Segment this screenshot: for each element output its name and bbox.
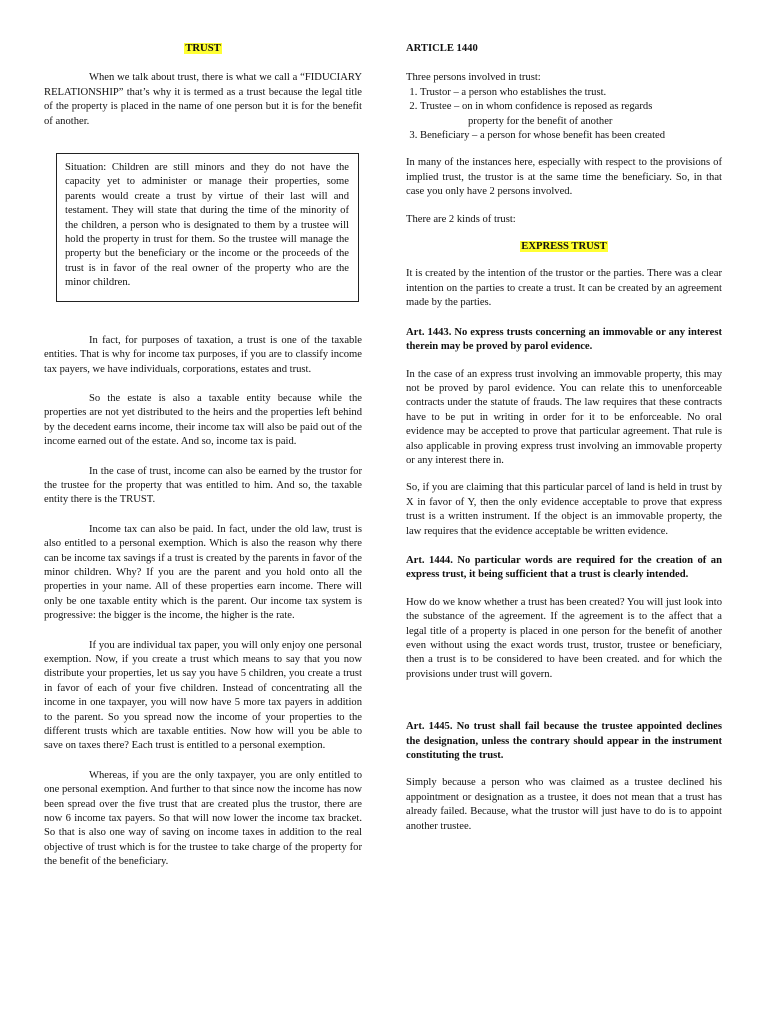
article-1443: Art. 1443. No express trusts concerning an immovable or any interest therein may be proved by parol evidence. <box>406 326 722 353</box>
situation-text: Situation: Children are still minors and they do not have the capacity yet to administer or manage their properties, some parents would create a trust by virtue of their last will and testament. They will state that during the time of the minority of the children, a person who is designated to them by a trustee will hold the property in trust for them. So the trustee will manage the property but the beneficiary or the income or the proceeds of the trust is in favor of the real owner of the property who are the minor children. <box>65 162 349 289</box>
paragraph: In the case of an express trust involving an immovable property, this may not be proved by parol evidence. You can relate this to unenforceable contracts under the statute of frauds. The law requires that these contracts have to be put in writing in order for it to be enforceable. No oral evidence may be accepted to prove that particular agreement. That rule is also applicable in proving express trust involving an immovable property or any interest there in. <box>406 368 722 466</box>
paragraph: Simply because a person who was claimed as a trustee declined his appointment or designation as a trustee, it does not mean that a trust has already failed. Because, what the trustor will just have to do is to appoint another trustee. <box>406 777 722 832</box>
list-item: 1. Trustor – a person who establishes the trust. <box>420 86 722 100</box>
right-column <box>406 42 722 834</box>
list-item: 2. Trustee – on in whom confidence is reposed as regards property for the benefit of another <box>420 100 722 129</box>
left-column <box>44 42 362 870</box>
paragraph: In fact, for purposes of taxation, a trust is one of the taxable entities. That is why for income tax purposes, if you are to classify income tax payers, we have individuals, corporations, estates and trust. <box>44 334 362 375</box>
implied-trust-paragraph: In many of the instances here, especially with respect to the provisions of implied trust, the trustor is at the same time the beneficiary. So, in that case you only have 2 persons involved. <box>406 157 722 198</box>
trust-heading: TRUST <box>185 43 221 54</box>
persons-list <box>406 86 722 144</box>
paragraph: So, if you are claiming that this particular parcel of land is held in trust by X in favor of Y, then the only evidence acceptable to prove that express trust is a written instrument. If the object is an immovable property, the law requires that the evidence acceptable be written evidence. <box>406 482 722 537</box>
paragraph: Income tax can also be paid. In fact, under the old law, trust is also entitled to a personal exemption. Which is also the reason why there can be income tax savings if a trust is created by the parents in favor of the minor children. Why? If you are the parent and you hold onto all the properties in your name. All of these properties earn income. There will only be one taxable entity which is the parent. Our income tax system is progressive: the bigger is the income, the higher is the rate. <box>44 523 362 622</box>
paragraph: If you are individual tax paper, you will only enjoy one personal exemption. Now, if you create a trust which means to say that you now distribute your properties, let us say you have 5 children, you create a trust in favor of each of your five children. Instead of concentrating all the income in one taxpayer, you will now have 5 more tax payers in addition to the parent. So you spread now the income of your properties to the different trusts which are taxable entities. Now how will you be able to save on taxes there? Each trust is entitled to a personal exemption. <box>44 639 362 752</box>
situation-box <box>56 153 359 302</box>
intro-paragraph: When we talk about trust, there is what we call a “FIDUCIARY RELATIONSHIP” that’s why it is termed as a trust because the legal title of the property is placed in the name of one person but it is for the benefit of another. <box>44 72 362 127</box>
paragraph: Whereas, if you are the only taxpayer, you are only entitled to one personal exemption. And further to that since now the income has now been spread over the five trust that are created plus the trustor, there are now 6 income tax payers. So that will now lower the income tax bracket. So that is also one way of saving on income taxes in addition to the real objective of trust which is for the trustee to take charge of the property for the benefit of the beneficiary. <box>44 769 362 868</box>
paragraph: So the estate is also a taxable entity because while the properties are not yet distributed to the heirs and the properties left behind by the decedent earns income, their income tax will also be paid out of the income earned out of the estate. And so, income tax is paid. <box>44 392 362 448</box>
express-trust-definition: It is created by the intention of the trustor or the parties. There was a clear intention on the parties to create a trust. It can be created by an agreement made by the parties. <box>406 268 722 309</box>
express-trust-heading: EXPRESS TRUST <box>521 241 607 253</box>
article-1445: Art. 1445. No trust shall fail because the trustee appointed declines the designation, unless the contrary should appear in the instrument constituting the trust. <box>406 721 722 762</box>
article-1440-heading: ARTICLE 1440 <box>406 43 478 54</box>
paragraph: How do we know whether a trust has been created? You will just look into the substance of the agreement. If the agreement is to the affect that a legal title of a property is placed in one person for the benefit of another even without using the exact words trust, trustor, trustee or beneficiary, then a trust is to be considered to have been created. and for which the provisions under trust will govern. <box>406 596 722 680</box>
article-1444: Art. 1444. No particular words are required for the creation of an express trust, it being sufficient that a trust is clearly intended. <box>406 554 722 581</box>
list-item: 3. Beneficiary – a person for whose benefit has been created <box>420 129 722 143</box>
persons-intro: Three persons involved in trust: <box>406 72 541 84</box>
kinds-of-trust: There are 2 kinds of trust: <box>406 213 516 225</box>
paragraph: In the case of trust, income can also be earned by the trustor for the trustee for the property that was entitled to him. And so, the taxable entity there is the TRUST. <box>44 465 362 506</box>
